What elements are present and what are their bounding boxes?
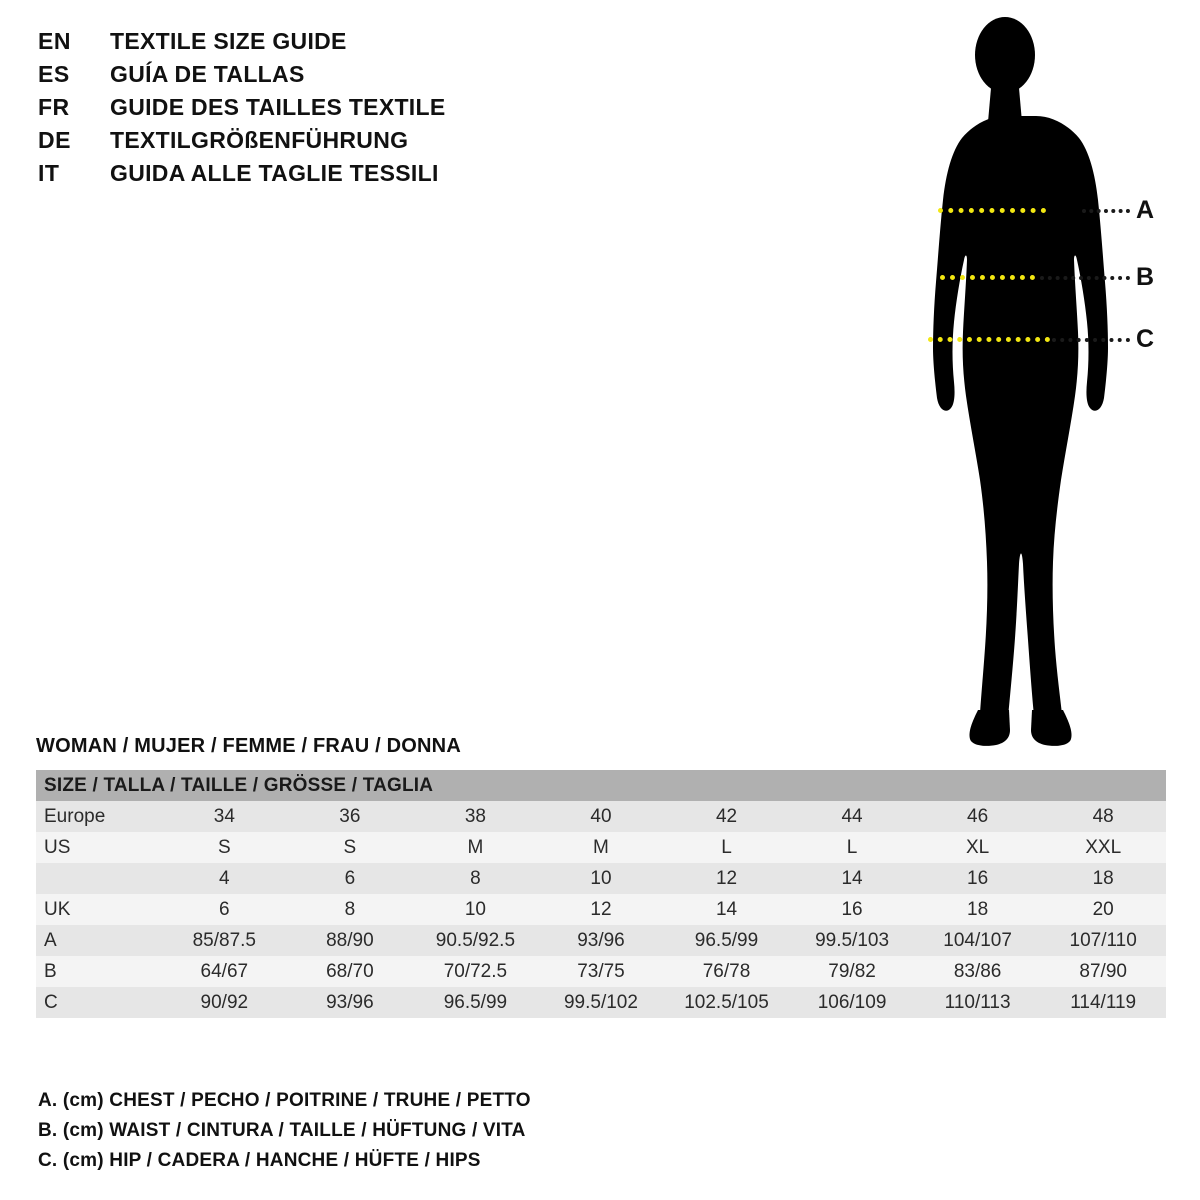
language-row xyxy=(38,94,598,127)
table-cell: 20 xyxy=(1040,894,1166,925)
table-cell: 18 xyxy=(915,894,1041,925)
waist-measure-line xyxy=(940,275,1035,280)
language-title: GUÍA DE TALLAS xyxy=(110,61,305,87)
legend-item-b: B. (cm) WAIST / CINTURA / TAILLE / HÜFTUNG / VITA xyxy=(38,1120,526,1141)
table-cell: 46 xyxy=(915,801,1041,832)
female-silhouette-icon xyxy=(860,10,1190,770)
table-cell: 114/119 xyxy=(1040,987,1166,1018)
row-label xyxy=(36,863,162,894)
body-measurement-diagram xyxy=(860,10,1190,770)
table-cell: 99.5/102 xyxy=(538,987,664,1018)
table-cell: 102.5/105 xyxy=(664,987,790,1018)
table-cell: 12 xyxy=(538,894,664,925)
table-cell: M xyxy=(538,832,664,863)
language-code: DE xyxy=(38,127,71,153)
waist-lead-line xyxy=(1040,276,1130,280)
table-header-label: SIZE / TALLA / TAILLE / GRÖSSE / TAGLIA xyxy=(36,770,1166,801)
language-code: ES xyxy=(38,61,70,87)
table-cell: 73/75 xyxy=(538,956,664,987)
table-cell: 83/86 xyxy=(915,956,1041,987)
table-cell: 64/67 xyxy=(162,956,288,987)
table-row xyxy=(36,894,1166,925)
language-title: TEXTILGRÖßENFÜHRUNG xyxy=(110,127,409,153)
table-cell: 85/87.5 xyxy=(162,925,288,956)
size-table xyxy=(36,770,1166,1018)
table-cell: 8 xyxy=(413,863,539,894)
legend-item-a: A. (cm) CHEST / PECHO / POITRINE / TRUHE / PETTO xyxy=(38,1090,531,1111)
language-title: GUIDE DES TAILLES TEXTILE xyxy=(110,94,446,120)
table-row xyxy=(36,987,1166,1018)
table-row xyxy=(36,925,1166,956)
language-code: FR xyxy=(38,94,70,120)
table-cell: 16 xyxy=(789,894,915,925)
language-title: TEXTILE SIZE GUIDE xyxy=(110,28,347,54)
row-label: US xyxy=(36,832,162,863)
table-cell: XL xyxy=(915,832,1041,863)
table-cell: 36 xyxy=(287,801,413,832)
table-cell: 90/92 xyxy=(162,987,288,1018)
table-cell: 38 xyxy=(413,801,539,832)
table-cell: 40 xyxy=(538,801,664,832)
table-cell: 6 xyxy=(162,894,288,925)
table-cell: 18 xyxy=(1040,863,1166,894)
hip-lead-line xyxy=(1052,338,1130,342)
table-cell: 88/90 xyxy=(287,925,413,956)
table-cell: 93/96 xyxy=(538,925,664,956)
table-cell: 68/70 xyxy=(287,956,413,987)
table-cell: 79/82 xyxy=(789,956,915,987)
table-cell: 34 xyxy=(162,801,288,832)
table-row xyxy=(36,863,1166,894)
measure-label-a: A xyxy=(1136,196,1155,224)
table-header-row xyxy=(36,770,1166,801)
language-code: EN xyxy=(38,28,71,54)
table-cell: 10 xyxy=(538,863,664,894)
table-row xyxy=(36,956,1166,987)
table-cell: S xyxy=(162,832,288,863)
row-label: C xyxy=(36,987,162,1018)
table-cell: 42 xyxy=(664,801,790,832)
size-table-section xyxy=(36,735,1166,1018)
table-cell: M xyxy=(413,832,539,863)
hip-measure-line xyxy=(928,337,1050,342)
table-cell: 87/90 xyxy=(1040,956,1166,987)
language-title: GUIDA ALLE TAGLIE TESSILI xyxy=(110,160,439,186)
table-cell: 90.5/92.5 xyxy=(413,925,539,956)
measure-label-c: C xyxy=(1136,325,1155,353)
language-code: IT xyxy=(38,160,60,186)
table-cell: 4 xyxy=(162,863,288,894)
language-row xyxy=(38,127,598,160)
table-cell: 76/78 xyxy=(664,956,790,987)
language-row xyxy=(38,28,598,61)
table-cell: 70/72.5 xyxy=(413,956,539,987)
language-row xyxy=(38,160,598,193)
chest-lead-line xyxy=(1082,209,1130,213)
table-cell: 104/107 xyxy=(915,925,1041,956)
table-cell: 110/113 xyxy=(915,987,1041,1018)
table-cell: 8 xyxy=(287,894,413,925)
table-cell: 106/109 xyxy=(789,987,915,1018)
table-cell: 14 xyxy=(789,863,915,894)
measure-label-b: B xyxy=(1136,263,1155,291)
table-cell: L xyxy=(664,832,790,863)
row-label: UK xyxy=(36,894,162,925)
table-caption: WOMAN / MUJER / FEMME / FRAU / DONNA xyxy=(36,735,461,757)
legend-item-c: C. (cm) HIP / CADERA / HANCHE / HÜFTE / HIPS xyxy=(38,1150,481,1171)
table-cell: S xyxy=(287,832,413,863)
table-cell: 10 xyxy=(413,894,539,925)
row-label: B xyxy=(36,956,162,987)
table-cell: 99.5/103 xyxy=(789,925,915,956)
table-cell: 44 xyxy=(789,801,915,832)
table-cell: 12 xyxy=(664,863,790,894)
measurement-legend xyxy=(38,1090,938,1180)
row-label: Europe xyxy=(36,801,162,832)
table-cell: 14 xyxy=(664,894,790,925)
language-row xyxy=(38,61,598,94)
table-cell: 48 xyxy=(1040,801,1166,832)
table-row xyxy=(36,832,1166,863)
table-cell: 16 xyxy=(915,863,1041,894)
chest-measure-line xyxy=(938,208,1046,213)
table-row xyxy=(36,801,1166,832)
table-cell: 93/96 xyxy=(287,987,413,1018)
table-cell: 6 xyxy=(287,863,413,894)
row-label: A xyxy=(36,925,162,956)
table-cell: 107/110 xyxy=(1040,925,1166,956)
table-cell: 96.5/99 xyxy=(413,987,539,1018)
table-cell: L xyxy=(789,832,915,863)
table-cell: XXL xyxy=(1040,832,1166,863)
table-cell: 96.5/99 xyxy=(664,925,790,956)
language-title-list xyxy=(38,28,598,193)
